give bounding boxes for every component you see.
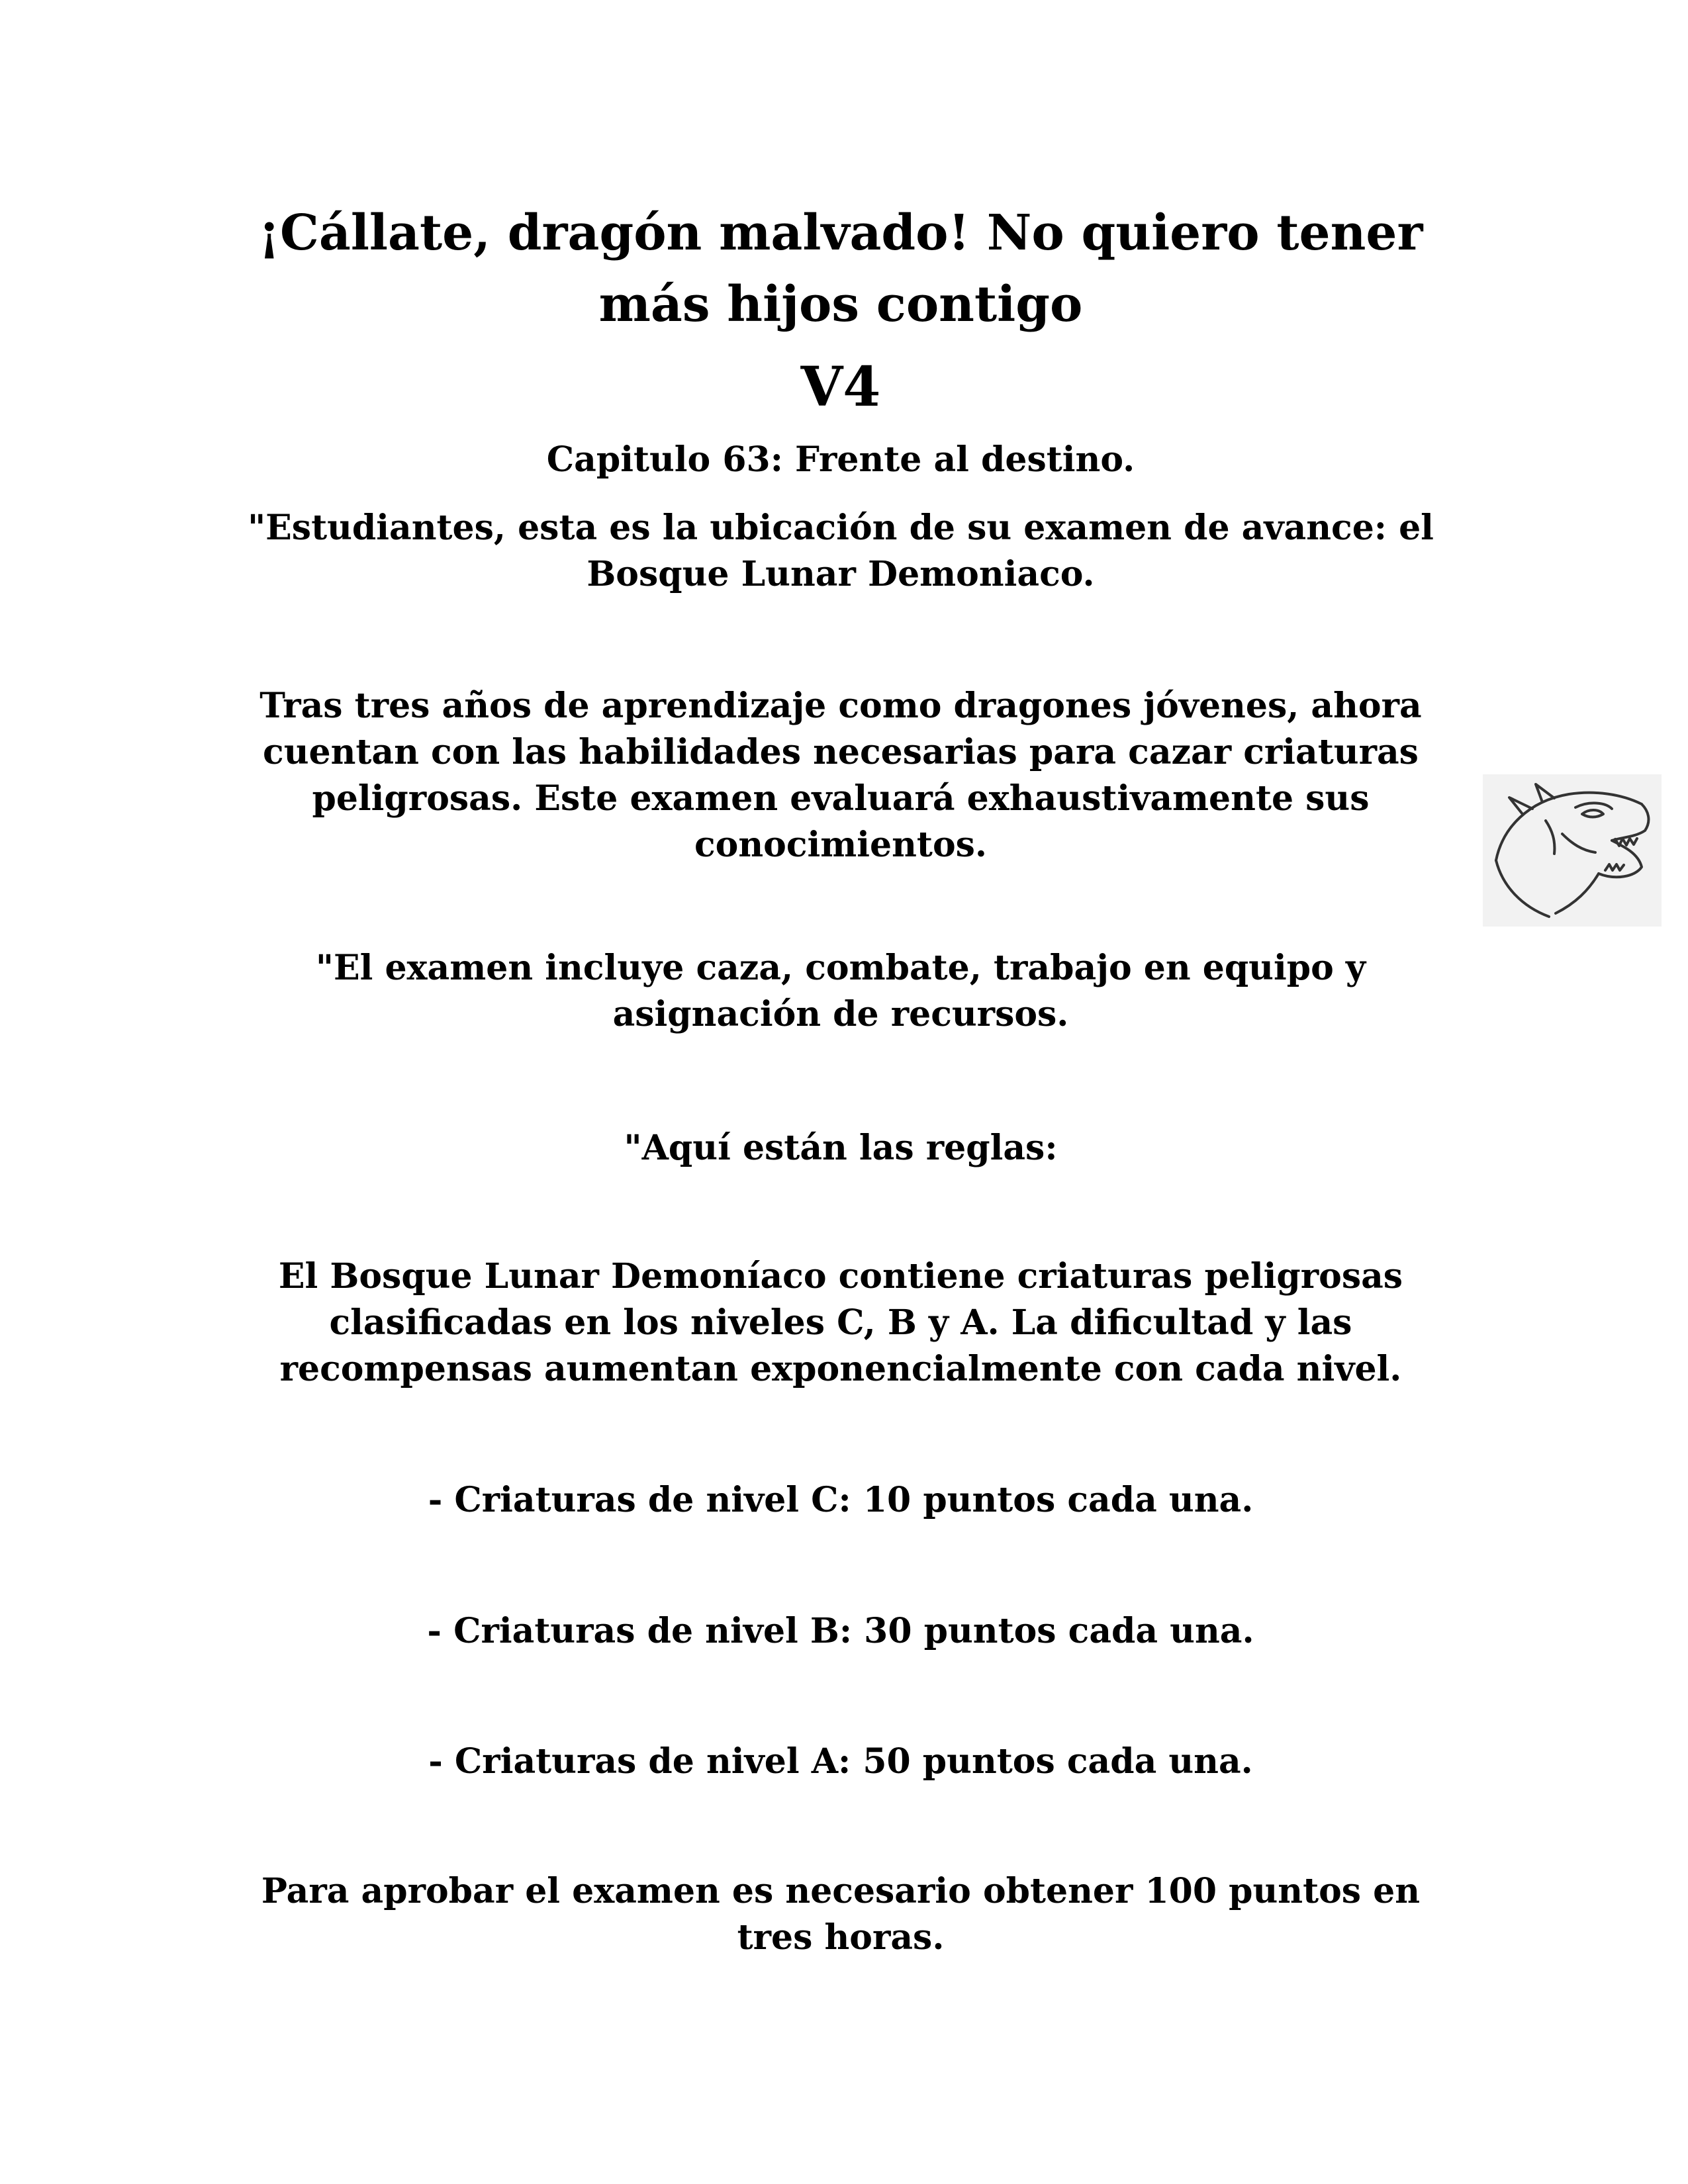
dragon-head-icon xyxy=(1483,774,1662,927)
paragraph: Tras tres años de aprendizaje como dragones jóvenes, ahora cuentan con las habilidades necesarias para cazar criaturas peligrosas. Este examen evaluará exhaustivamente sus conocimientos. xyxy=(259,686,1422,865)
document-title: ¡Cállate, dragón malvado! No quiero tener más hijos contigo xyxy=(258,205,1423,333)
rule-item-level-a: - Criaturas de nivel A: 50 puntos cada una. xyxy=(428,1741,1253,1782)
paragraph: "Estudiantes, esta es la ubicación de su examen de avance: el Bosque Lunar Demoniaco. xyxy=(248,508,1434,594)
volume-label: V4 xyxy=(800,355,881,419)
paragraph: "El examen incluye caza, combate, trabajo en equipo y asignación de recursos. xyxy=(315,948,1366,1034)
rule-item-level-c: - Criaturas de nivel C: 10 puntos cada una. xyxy=(428,1480,1254,1520)
chapter-heading: Capitulo 63: Frente al destino. xyxy=(546,439,1135,480)
rule-item-level-b: - Criaturas de nivel B: 30 puntos cada una. xyxy=(427,1611,1254,1651)
paragraph: Para aprobar el examen es necesario obtener 100 puntos en tres horas. xyxy=(261,1871,1421,1958)
paragraph: "Aquí están las reglas: xyxy=(624,1128,1058,1168)
paragraph: El Bosque Lunar Demoníaco contiene criaturas peligrosas clasificadas en los niveles C, B y A. La dificultad y las recompensas aumentan exponencialmente con cada nivel. xyxy=(278,1256,1403,1389)
